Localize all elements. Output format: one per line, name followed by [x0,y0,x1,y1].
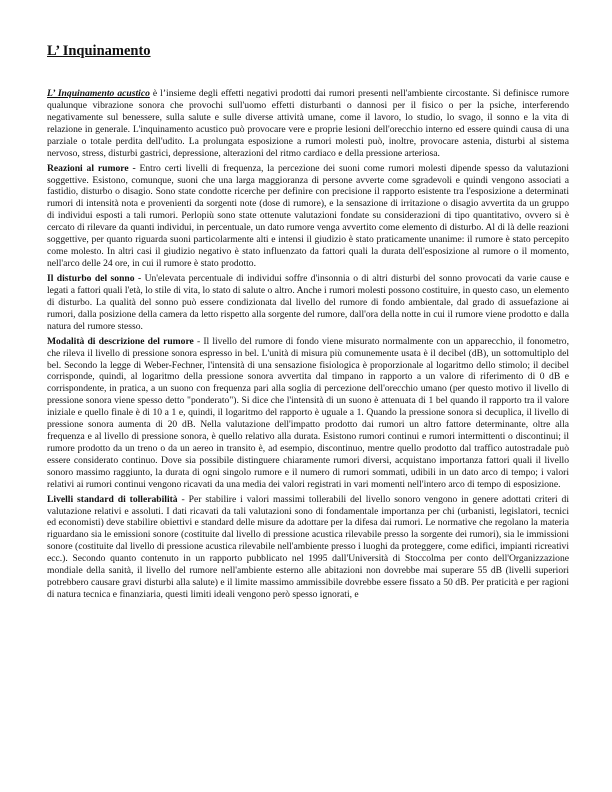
paragraph-text: - Il livello del rumore di fondo viene misurato normalmente con un apparecchio, il fonometro, che rileva il livello di pressione sonora espresso in bel. L'unità di misura più comunemente usata è il decibel (dB), un sottomultiplo del bel. Secondo la legge di Weber-Fechner, l'intensità di una sensazione fisiologica è proporzionale al logaritmo dello stimolo; il decibel corrisponde, quindi, al logaritmo della pressione sonora avvertita dal timpano in rapporto a un valore di riferimento di 0 dB e corrispondente, in pratica, a un suono con frequenza pari alla soglia di percezione dell'orecchio umano (per questo motivo il livello di pressione sonora viene spesso detto "ponderato"). Si dice che l'intensità di un suono è attenuata di 1 bel quando il rapporto tra il valore iniziale e quello finale è di 10 a 1 e, quindi, il logaritmo del rapporto è uguale a 1. Quando la pressione sonora si decuplica, il livello di pressione sonora aumenta di 20 dB. Nella valutazione dell'impatto prodotto dai rumori un altro fattore determinante, oltre alla frequenza e al livello di pressione sonora, è quello relativo alla durata. Esistono rumori continui e rumori intermittenti o discontinui; il rumore prodotto da un treno o da un aereo in transito è, ad esempio, discontinuo, mentre quello prodotto dal traffico autostradale può essere considerato continuo. Dove sia possibile distinguere chiaramente rumori diversi, acquistano importanza fattori quali il livello sonoro massimo raggiunto, la durata di ogni singolo rumore e il numero di rumori sommati, udibili in un dato arco di tempo; i valori relativi ai rumori continui vengono ricavati da una media dei valori registrati in vari momenti nell'intero arco di tempo di esposizione. [47,335,569,490]
paragraph-livelli-tollerabilita [47,494,569,601]
paragraph-reazioni-al-rumore [47,163,569,270]
paragraph-lead: Livelli standard di tollerabilità [47,493,178,505]
paragraph-modalita-descrizione [47,336,569,491]
paragraph-lead: L’ Inquinamento acustico [47,88,150,99]
paragraph-text: è l’insieme degli effetti negativi prodotti dai rumori presenti nell'ambiente circostante. Si definisce rumore qualunque vibrazione sonora che provochi sull'uomo effetti disturbanti o dannosi per il fisico o per la psiche, interferendo negativamente sul benessere, sulla salute e sulle diverse attività umane, come il lavoro, lo studio, lo svago, il sonno e la vita di relazione in generale. L'inquinamento acustico può provocare vere e proprie lesioni dell'orecchio interno ed essere quindi causa di una parziale o totale perdita dell'udito. La prolungata esposizione a rumori molesti può, inoltre, provocare astenia, disturbi al sistema nervoso, stress, disturbi gastrici, depressione, alterazioni del ritmo cardiaco e della pressione arteriosa. [47,88,569,159]
paragraph-inquinamento-acustico [47,88,569,159]
paragraph-text: Un'elevata percentuale di individui soffre d'insonnia o di altri disturbi del sonno provocati da varie cause e legati a fattori quali l'età, lo stile di vita, lo stato di salute o altro. Anche i rumori molesti possono costituire, in questo caso, un elemento di disturbo. La qualità del sonno può essere condizionata dal livello del rumore di fondo ambientale, dal grado di assuefazione ai rumori, dalla posizione della camera da letto rispetto alla sorgente del rumore, dall'ora della notte in cui il rumore viene prodotto e dalla natura del rumore stesso. [47,272,569,332]
paragraph-lead: Reazioni al rumore - [47,162,136,174]
paragraph-lead: Il disturbo del sonno - [47,272,142,284]
paragraph-text: Entro certi livelli di frequenza, la percezione dei suoni come rumori molesti dipende spesso da valutazioni soggettive. Esistono, comunque, suoni che una larga maggioranza di persone avverte come sgradevoli e quindi vengono associati a fastidio, disturbo o disagio. Sono state condotte ricerche per definire con precisione il rapporto esistente tra l'esposizione a determinati rumori di intensità nota e provenienti da sorgenti note (dose di rumore), e la sensazione di irritazione o disagio avvertita da un gruppo di individui esposti a tali rumori. Perlopiù sono state ottenute valutazioni fondate su considerazioni di tipo quantitativo, ovvero si è cercato di rilevare da quanti individui, in percentuale, un dato rumore venga avvertito come elemento di disturbo. Al di là delle reazioni soggettive, per quanto riguarda suoni particolarmente alti e intensi il giudizio è stato praticamente unanime: il rumore è stato percepito come molesto. In altri casi il giudizio negativo è stato influenzato da fattori quali la durata dell'esposizione al rumore o il momento, nell'arco delle 24 ore, in cui il rumore è stato prodotto. [47,162,569,269]
page-title: L’ Inquinamento [47,43,151,59]
paragraph-text: - Per stabilire i valori massimi tollerabili del livello sonoro vengono in genere adottati criteri di valutazione relativi e assoluti. I dati ricavati da tali valutazioni sono di fondamentale importanza per chi (urbanisti, legislatori, tecnici ed economisti) deve stabilire obiettivi e standard delle misure da adottare per la difesa dai rumori. Le normative che regolano la materia riguardano sia le emissioni sonore (costituite dal livello di pressione acustica rilevabile presso la sorgente dei rumori), sia le immissioni sonore (costituite dal livello di pressione acustica rilevabile nell'ambiente presso i luoghi da proteggere, come edifici, impianti ricreativi ecc.). Secondo quanto contenuto in un rapporto pubblicato nel 1995 dall'Università di Stoccolma per conto dell'Organizzazione mondiale della sanità, il livello del rumore nell'ambiente esterno alle abitazioni non dovrebbe mai superare 55 dB (livelli superiori potrebbero causare gravi disturbi alla salute) e il limite massimo ammissibile dovrebbe essere fissato a 50 dB. Per praticità e per ragioni di natura tecnica e finanziaria, questi limiti ideali vengono però spesso ignorati, e [47,493,569,600]
paragraph-disturbo-del-sonno [47,273,569,333]
paragraph-lead: Modalità di descrizione del rumore [47,335,194,347]
body-text [47,88,569,604]
